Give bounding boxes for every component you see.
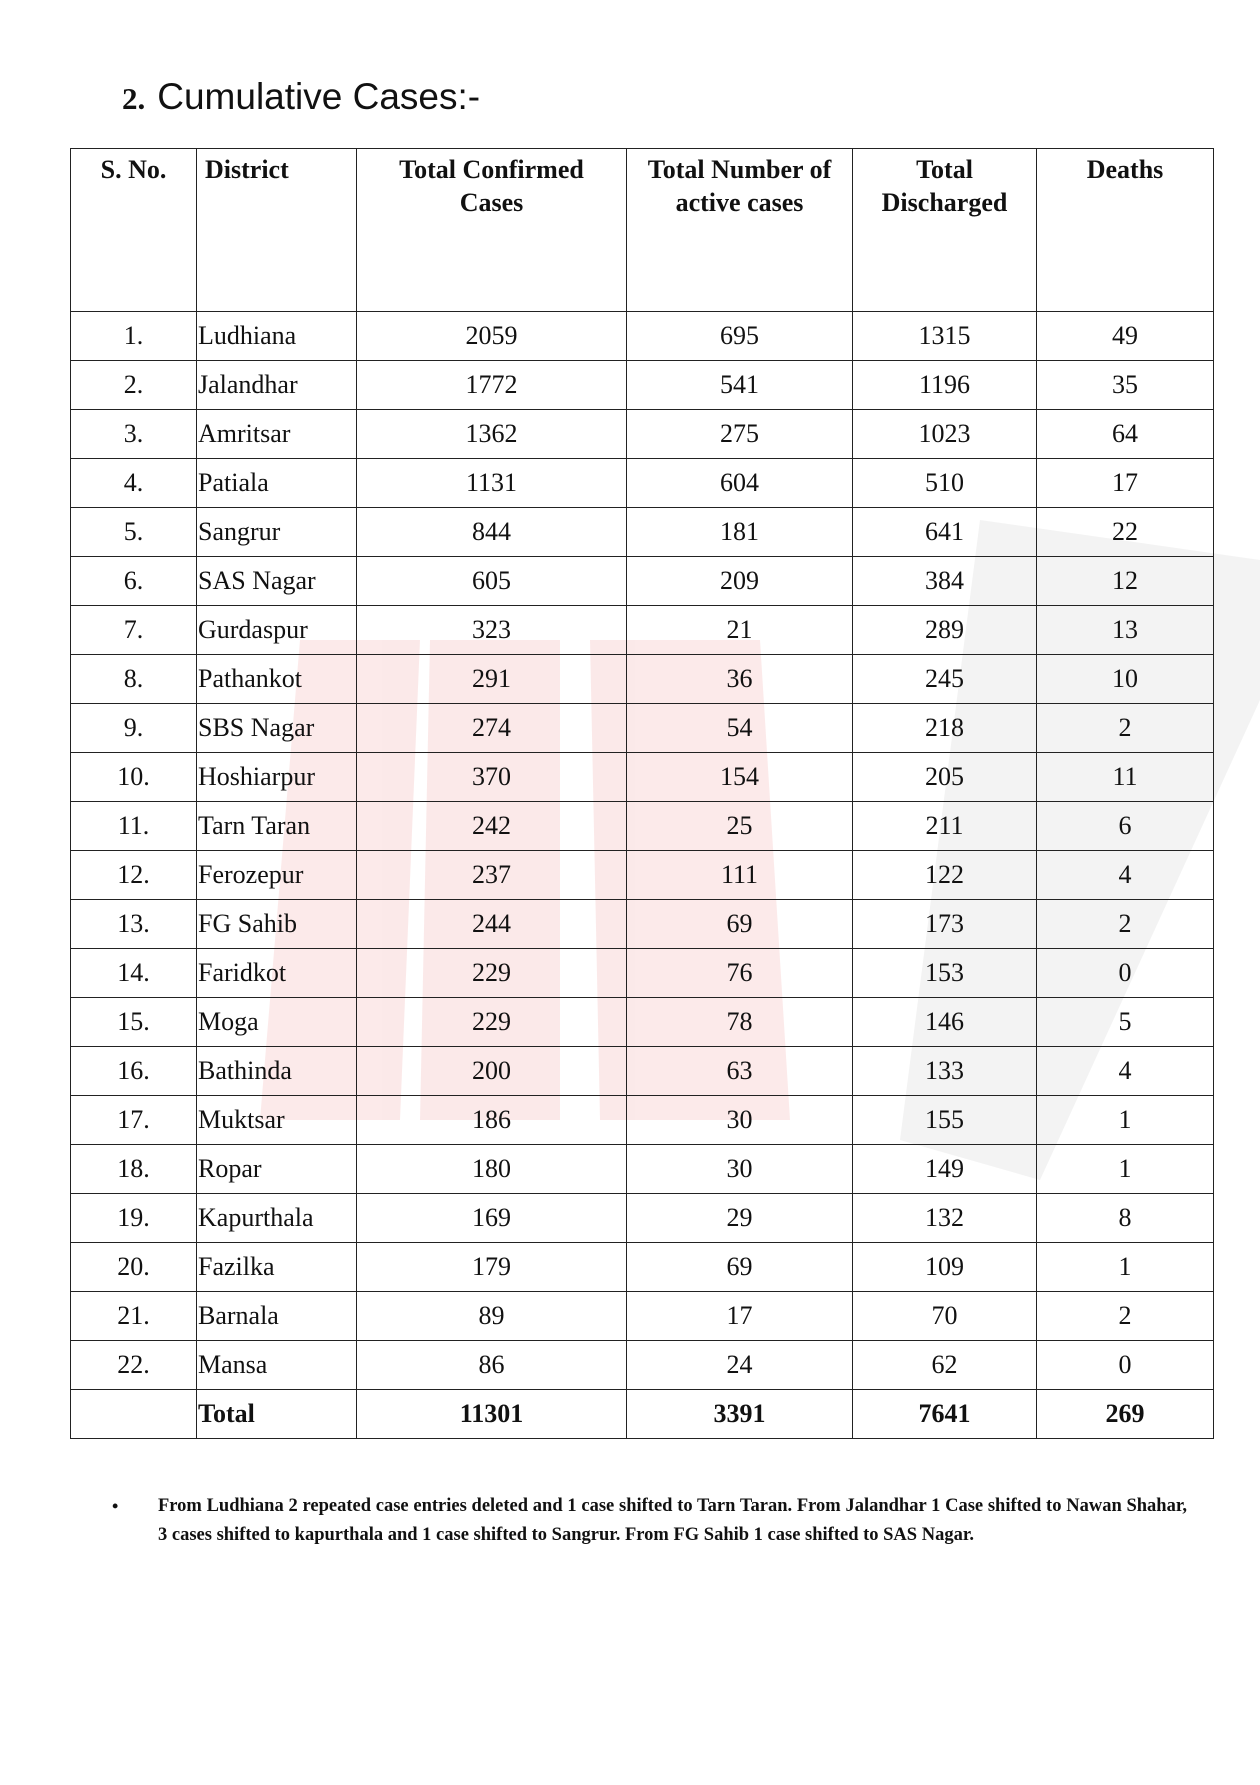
cell-active: 29 <box>627 1194 853 1243</box>
cell-confirmed: 244 <box>357 900 627 949</box>
cell-sno: 5. <box>71 508 197 557</box>
cell-discharged: 109 <box>853 1243 1037 1292</box>
cell-discharged: 173 <box>853 900 1037 949</box>
cell-district: Faridkot <box>197 949 357 998</box>
cell-confirmed: 179 <box>357 1243 627 1292</box>
table-row <box>71 1096 1214 1145</box>
cell-district: Hoshiarpur <box>197 753 357 802</box>
cell-district: Jalandhar <box>197 361 357 410</box>
cell-active: 54 <box>627 704 853 753</box>
table-row <box>71 704 1214 753</box>
cell-district: Tarn Taran <box>197 802 357 851</box>
cell-discharged: 70 <box>853 1292 1037 1341</box>
cell-deaths: 2 <box>1037 1292 1214 1341</box>
cell-sno: 11. <box>71 802 197 851</box>
cell-deaths: 49 <box>1037 312 1214 361</box>
cell-confirmed: 274 <box>357 704 627 753</box>
cell-district: Ferozepur <box>197 851 357 900</box>
table-row <box>71 410 1214 459</box>
cell-discharged: 1023 <box>853 410 1037 459</box>
cell-deaths: 35 <box>1037 361 1214 410</box>
table-row <box>71 1194 1214 1243</box>
cell-district: SBS Nagar <box>197 704 357 753</box>
cell-district: Kapurthala <box>197 1194 357 1243</box>
total-cell-sno <box>71 1390 197 1439</box>
cell-discharged: 218 <box>853 704 1037 753</box>
cell-deaths: 1 <box>1037 1096 1214 1145</box>
cell-confirmed: 86 <box>357 1341 627 1390</box>
cell-confirmed: 323 <box>357 606 627 655</box>
cell-active: 30 <box>627 1145 853 1194</box>
cell-deaths: 10 <box>1037 655 1214 704</box>
cell-active: 25 <box>627 802 853 851</box>
cell-deaths: 4 <box>1037 851 1214 900</box>
cell-discharged: 146 <box>853 998 1037 1047</box>
total-cell-active: 3391 <box>627 1390 853 1439</box>
cell-discharged: 384 <box>853 557 1037 606</box>
cell-deaths: 0 <box>1037 949 1214 998</box>
cell-sno: 21. <box>71 1292 197 1341</box>
cell-sno: 16. <box>71 1047 197 1096</box>
cell-sno: 17. <box>71 1096 197 1145</box>
table-row <box>71 1047 1214 1096</box>
cell-district: FG Sahib <box>197 900 357 949</box>
cell-sno: 7. <box>71 606 197 655</box>
table-row <box>71 459 1214 508</box>
cell-sno: 14. <box>71 949 197 998</box>
total-cell-discharged: 7641 <box>853 1390 1037 1439</box>
section-number: 2. <box>122 81 146 116</box>
cell-discharged: 211 <box>853 802 1037 851</box>
cell-confirmed: 291 <box>357 655 627 704</box>
cell-confirmed: 1362 <box>357 410 627 459</box>
cell-active: 275 <box>627 410 853 459</box>
cell-confirmed: 229 <box>357 998 627 1047</box>
table-row <box>71 900 1214 949</box>
table-row <box>71 312 1214 361</box>
cell-district: Moga <box>197 998 357 1047</box>
cell-discharged: 289 <box>853 606 1037 655</box>
cell-active: 36 <box>627 655 853 704</box>
total-cell-deaths: 269 <box>1037 1390 1214 1439</box>
section-title: Cumulative Cases:- <box>157 76 481 117</box>
table-row <box>71 753 1214 802</box>
cell-active: 604 <box>627 459 853 508</box>
cell-sno: 6. <box>71 557 197 606</box>
cell-deaths: 2 <box>1037 704 1214 753</box>
note-item <box>112 1492 1187 1550</box>
cell-district: Gurdaspur <box>197 606 357 655</box>
cell-confirmed: 169 <box>357 1194 627 1243</box>
cell-deaths: 11 <box>1037 753 1214 802</box>
cell-sno: 22. <box>71 1341 197 1390</box>
cell-sno: 13. <box>71 900 197 949</box>
table-row <box>71 802 1214 851</box>
cell-active: 21 <box>627 606 853 655</box>
cell-confirmed: 2059 <box>357 312 627 361</box>
note-text: From Ludhiana 2 repeated case entries deleted and 1 case shifted to Tarn Taran. From Jalandhar 1 Case shifted to Nawan Shahar, 3 cases shifted to kapurthala and 1 case shifted to Sangrur. From FG Sahib 1 case shifted to SAS Nagar. <box>158 1496 1187 1545</box>
table-row <box>71 361 1214 410</box>
cell-confirmed: 237 <box>357 851 627 900</box>
table-row <box>71 851 1214 900</box>
cell-discharged: 1196 <box>853 361 1037 410</box>
cell-district: Fazilka <box>197 1243 357 1292</box>
table-row <box>71 508 1214 557</box>
cell-sno: 2. <box>71 361 197 410</box>
table-body <box>71 312 1214 1439</box>
cell-deaths: 13 <box>1037 606 1214 655</box>
cell-confirmed: 1131 <box>357 459 627 508</box>
table-row <box>71 1145 1214 1194</box>
cell-active: 69 <box>627 1243 853 1292</box>
section-heading <box>122 78 480 116</box>
cell-deaths: 1 <box>1037 1243 1214 1292</box>
header-district: District <box>197 149 357 312</box>
cell-deaths: 5 <box>1037 998 1214 1047</box>
cell-active: 24 <box>627 1341 853 1390</box>
table-header-row <box>71 149 1214 312</box>
table-row <box>71 1243 1214 1292</box>
cell-deaths: 6 <box>1037 802 1214 851</box>
table-row <box>71 998 1214 1047</box>
cell-deaths: 4 <box>1037 1047 1214 1096</box>
cell-confirmed: 1772 <box>357 361 627 410</box>
cell-district: Barnala <box>197 1292 357 1341</box>
cell-discharged: 62 <box>853 1341 1037 1390</box>
cell-sno: 4. <box>71 459 197 508</box>
cell-deaths: 17 <box>1037 459 1214 508</box>
cell-deaths: 64 <box>1037 410 1214 459</box>
cell-deaths: 0 <box>1037 1341 1214 1390</box>
cell-active: 541 <box>627 361 853 410</box>
cell-sno: 10. <box>71 753 197 802</box>
cell-active: 154 <box>627 753 853 802</box>
cell-sno: 18. <box>71 1145 197 1194</box>
cell-active: 78 <box>627 998 853 1047</box>
header-deaths: Deaths <box>1037 149 1214 312</box>
cumulative-cases-table <box>70 148 1214 1439</box>
cell-active: 63 <box>627 1047 853 1096</box>
cell-active: 69 <box>627 900 853 949</box>
cell-district: Ludhiana <box>197 312 357 361</box>
header-sno: S. No. <box>71 149 197 312</box>
cell-district: Mansa <box>197 1341 357 1390</box>
table-row <box>71 1341 1214 1390</box>
cell-active: 111 <box>627 851 853 900</box>
cell-confirmed: 186 <box>357 1096 627 1145</box>
cell-sno: 8. <box>71 655 197 704</box>
cell-district: Sangrur <box>197 508 357 557</box>
cell-deaths: 2 <box>1037 900 1214 949</box>
cell-deaths: 1 <box>1037 1145 1214 1194</box>
table-row <box>71 949 1214 998</box>
cell-district: Ropar <box>197 1145 357 1194</box>
table-row <box>71 1292 1214 1341</box>
cell-sno: 15. <box>71 998 197 1047</box>
table-row <box>71 655 1214 704</box>
cell-sno: 12. <box>71 851 197 900</box>
cell-discharged: 133 <box>853 1047 1037 1096</box>
cell-district: SAS Nagar <box>197 557 357 606</box>
cell-district: Muktsar <box>197 1096 357 1145</box>
cumulative-cases-table-wrap <box>70 148 1213 1439</box>
notes-list <box>112 1492 1187 1550</box>
header-total-discharged: Total Discharged <box>853 149 1037 312</box>
cell-confirmed: 180 <box>357 1145 627 1194</box>
cell-active: 181 <box>627 508 853 557</box>
cell-deaths: 12 <box>1037 557 1214 606</box>
cell-confirmed: 229 <box>357 949 627 998</box>
cell-discharged: 155 <box>853 1096 1037 1145</box>
header-active-cases: Total Number of active cases <box>627 149 853 312</box>
cell-active: 30 <box>627 1096 853 1145</box>
cell-active: 209 <box>627 557 853 606</box>
cell-confirmed: 242 <box>357 802 627 851</box>
cell-active: 17 <box>627 1292 853 1341</box>
cell-district: Pathankot <box>197 655 357 704</box>
cell-sno: 3. <box>71 410 197 459</box>
cell-discharged: 122 <box>853 851 1037 900</box>
cell-confirmed: 370 <box>357 753 627 802</box>
bullet-icon: • <box>112 1496 119 1516</box>
cell-sno: 9. <box>71 704 197 753</box>
cell-discharged: 153 <box>853 949 1037 998</box>
cell-sno: 1. <box>71 312 197 361</box>
cell-discharged: 510 <box>853 459 1037 508</box>
cell-confirmed: 200 <box>357 1047 627 1096</box>
total-cell-confirmed: 11301 <box>357 1390 627 1439</box>
cell-discharged: 245 <box>853 655 1037 704</box>
cell-confirmed: 89 <box>357 1292 627 1341</box>
cell-sno: 19. <box>71 1194 197 1243</box>
cell-discharged: 641 <box>853 508 1037 557</box>
cell-confirmed: 844 <box>357 508 627 557</box>
cell-sno: 20. <box>71 1243 197 1292</box>
cell-deaths: 22 <box>1037 508 1214 557</box>
cell-deaths: 8 <box>1037 1194 1214 1243</box>
header-total-confirmed: Total Confirmed Cases <box>357 149 627 312</box>
table-row <box>71 606 1214 655</box>
cell-confirmed: 605 <box>357 557 627 606</box>
table-row <box>71 557 1214 606</box>
cell-discharged: 1315 <box>853 312 1037 361</box>
cell-discharged: 132 <box>853 1194 1037 1243</box>
cell-discharged: 205 <box>853 753 1037 802</box>
total-cell-district: Total <box>197 1390 357 1439</box>
cell-district: Patiala <box>197 459 357 508</box>
table-total-row <box>71 1390 1214 1439</box>
cell-district: Bathinda <box>197 1047 357 1096</box>
cell-district: Amritsar <box>197 410 357 459</box>
cell-discharged: 149 <box>853 1145 1037 1194</box>
cell-active: 76 <box>627 949 853 998</box>
cell-active: 695 <box>627 312 853 361</box>
